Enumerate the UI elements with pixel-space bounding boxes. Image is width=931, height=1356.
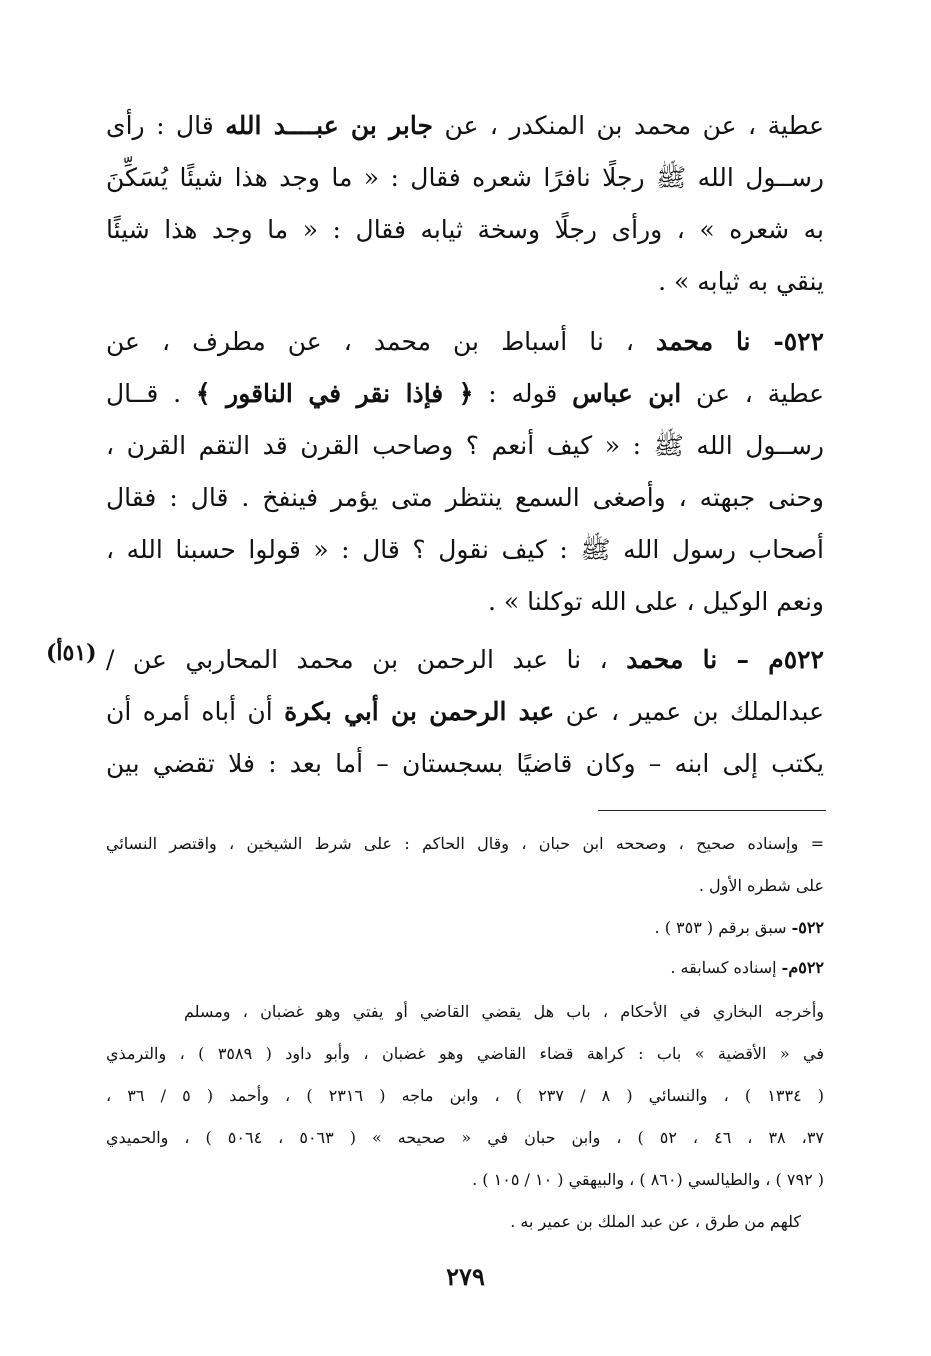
bold-text-run: جابر بن عبــــد الله: [225, 111, 433, 140]
bold-text-run: ﴿ فإذا نقر في الناقور ﴾: [195, 379, 474, 408]
footnote-line: [106, 906, 824, 950]
bold-text-run: ٥٢٢م-: [781, 958, 824, 977]
footnote-line: [106, 1158, 824, 1202]
text-line: [106, 524, 824, 576]
text-run: أصحاب رسول الله ﷺ : كيف نقول ؟ قال : « قولوا حسبنا الله ،: [106, 535, 824, 564]
text-line: [106, 634, 824, 686]
text-run: = وإسناده صحيح ، وصححه ابن حبان ، وقال الحاكم : على شرط الشيخين ، واقتصر النسائي: [106, 834, 824, 853]
manuscript-folio-note: (٥١أ): [46, 640, 97, 666]
text-run: ، نا عبد الرحمن بن محمد المحاربي عن /: [106, 645, 627, 674]
footnote-separator: [598, 810, 826, 811]
bold-text-run: ٥٢٢- نا محمد: [656, 327, 824, 356]
text-line: [106, 576, 824, 628]
text-line: [106, 472, 824, 524]
text-run: ، نا أسباط بن محمد ، عن مطرف ، عن: [106, 327, 657, 356]
text-run: وحنى جبهته ، وأصغى السمع ينتظر متى يؤمر فينفخ . قال : فقال: [106, 483, 824, 512]
text-run: سبق برقم ( ٣٥٣ ) .: [654, 918, 792, 937]
text-line: [106, 686, 824, 738]
text-run: ونعم الوكيل ، على الله توكلنا » .: [487, 587, 824, 616]
text-run: قوله :: [473, 379, 573, 408]
text-run: ينقي به ثيابه » .: [658, 267, 824, 296]
text-line: [106, 256, 824, 308]
footnote-line: [106, 1032, 824, 1076]
text-line: [106, 152, 824, 204]
text-line: [106, 100, 824, 152]
bold-text-run: ابن عباس: [572, 379, 682, 408]
text-run: عطية ، عن محمد بن المنكدر ، عن: [432, 111, 824, 140]
footnote-line: [184, 990, 824, 1034]
bold-text-run: ٥٢٢م – نا محمد: [626, 645, 824, 674]
text-run: عبدالملك بن عمير ، عن: [554, 697, 824, 726]
text-line: [106, 738, 824, 790]
text-line: [106, 204, 824, 256]
footnote-line: [106, 1116, 824, 1160]
text-run: ( ١٣٣٤ ) ، والنسائي ( ٨ / ٢٣٧ ) ، وابن ماجه ( ٢٣١٦ ) ، وأحمد ( ٥ / ٣٦ ،: [106, 1086, 824, 1105]
text-run: به شعره » ، ورأى رجلًا وسخة ثيابه فقال : « ما وجد هذا شيئًا: [106, 215, 824, 244]
footnote-line: [106, 946, 824, 990]
text-run: رســول الله ﷺ : « كيف أنعم ؟ وصاحب القرن قد التقم القرن ،: [106, 431, 824, 460]
footnote-line: [106, 864, 824, 908]
text-run: ٣٧، ٣٨ ، ٤٦ ، ٥٢ ) ، وابن حبان في « صحيحه » ( ٥٠٦٣ ، ٥٠٦٤ ) ، والحميدي: [106, 1128, 824, 1147]
text-run: أن أباه أمره أن: [106, 697, 285, 726]
text-run: عطية ، عن: [681, 379, 824, 408]
footnote-line: [106, 822, 824, 866]
text-run: يكتب إلى ابنه – وكان قاضيًا بسجستان – أما بعد : فلا تقضي بين: [106, 749, 824, 778]
text-run: ( ٧٩٢ ) ، والطيالسي (٨٦٠ ) ، والبيهقي ( ١٠ / ١٠٥ ) .: [472, 1170, 824, 1189]
text-run: إسناده كسابقه .: [670, 958, 782, 977]
text-run: في « الأقضية » باب : كراهة قضاء القاضي وهو غضبان ، وأبو داود ( ٣٥٨٩ ) ، والترمذي: [106, 1044, 824, 1063]
text-run: قال : رأى: [106, 111, 226, 140]
footnote-line: [106, 1074, 824, 1118]
bold-text-run: ٥٢٢-: [791, 918, 824, 937]
bold-text-run: عبد الرحمن بن أبي بكرة: [284, 697, 555, 726]
text-line: [106, 316, 824, 368]
text-run: رســول الله ﷺ رجلًا نافرًا شعره فقال : « ما وجد هذا شيئًا يُسَكِّنَ: [106, 163, 824, 192]
text-line: [106, 420, 824, 472]
text-run: وأخرجه البخاري في الأحكام ، باب هل يقضي القاضي أو يفتي وهو غضبان ، ومسلم: [184, 1002, 824, 1021]
page-number: ٢٧٩: [446, 1262, 485, 1291]
text-run: على شطره الأول .: [698, 876, 824, 895]
text-run: . قــال: [106, 379, 196, 408]
text-run: كلهم من طرق ، عن عبد الملك بن عمير به .: [510, 1212, 801, 1231]
text-line: [106, 368, 824, 420]
footnote-line: [151, 1200, 801, 1244]
